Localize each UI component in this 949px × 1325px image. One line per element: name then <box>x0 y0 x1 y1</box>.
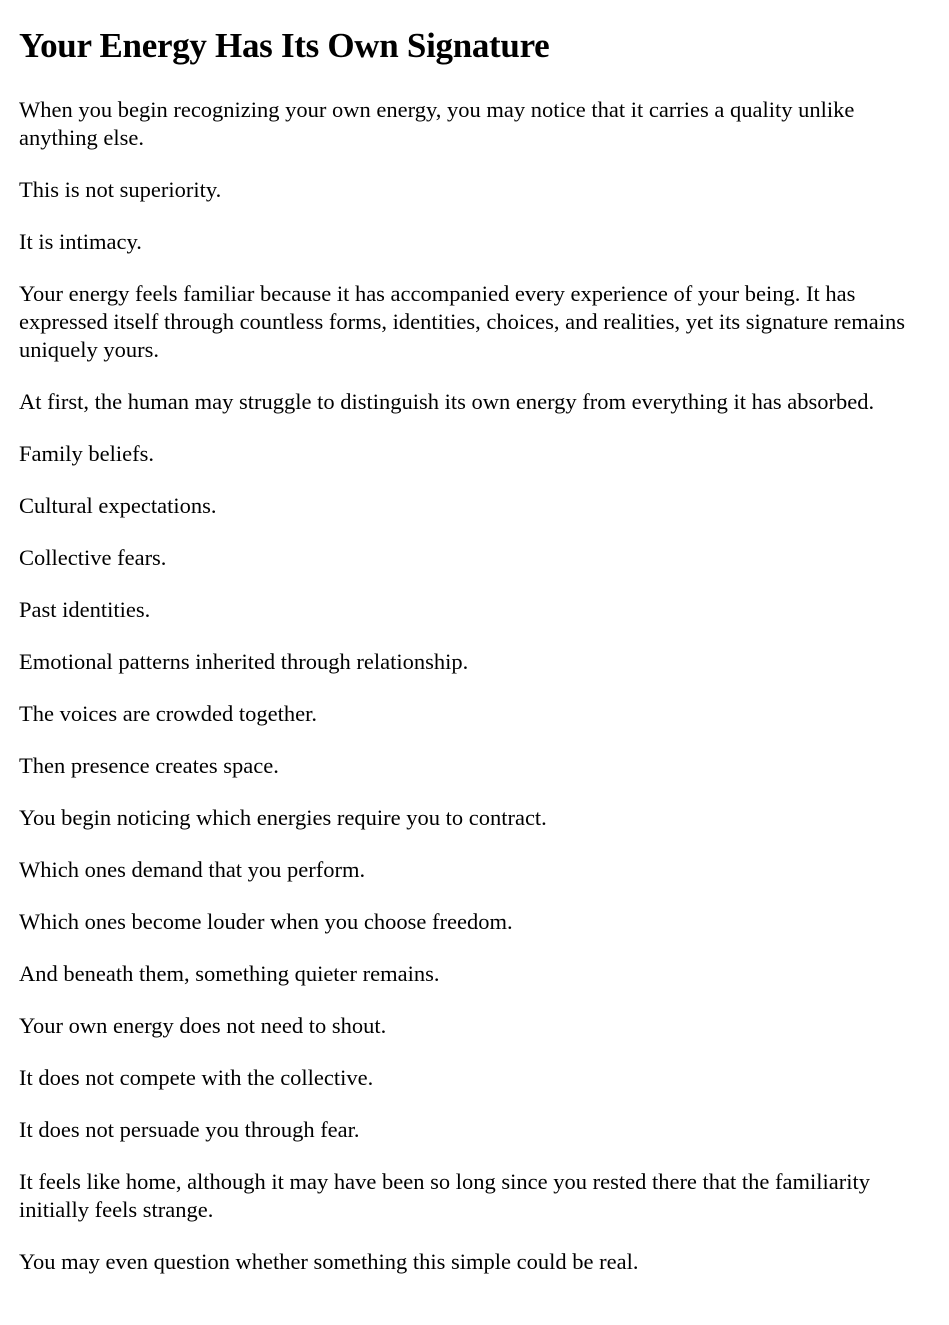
paragraph: Emotional patterns inherited through relationship. <box>19 649 469 674</box>
paragraph: Your energy feels familiar because it has accompanied every experience of your being. It has expressed itself through countless forms, identities, choices, and realities, yet its signature remains uniquely yours. <box>19 281 906 362</box>
paragraph: Collective fears. <box>19 545 167 570</box>
paragraph: You may even question whether something this simple could be real. <box>19 1249 639 1274</box>
paragraph: Past identities. <box>19 597 151 622</box>
paragraph: Which ones demand that you perform. <box>19 857 366 882</box>
document-page <box>0 26 949 1276</box>
paragraph: It is intimacy. <box>19 229 142 254</box>
paragraph: It feels like home, although it may have been so long since you rested there that the familiarity initially feels strange. <box>19 1169 870 1222</box>
paragraph: And beneath them, something quieter remains. <box>19 961 440 986</box>
paragraph: At first, the human may struggle to distinguish its own energy from everything it has absorbed. <box>19 389 875 414</box>
paragraph: This is not superiority. <box>19 177 222 202</box>
paragraph: The voices are crowded together. <box>19 701 317 726</box>
paragraph: Then presence creates space. <box>19 753 279 778</box>
paragraph: It does not persuade you through fear. <box>19 1117 360 1142</box>
paragraph: Your own energy does not need to shout. <box>19 1013 387 1038</box>
paragraph: Family beliefs. <box>19 441 154 466</box>
paragraph: You begin noticing which energies require you to contract. <box>19 805 547 830</box>
article-body <box>19 96 930 1276</box>
paragraph: Cultural expectations. <box>19 493 217 518</box>
paragraph: Which ones become louder when you choose freedom. <box>19 909 513 934</box>
paragraph: When you begin recognizing your own energy, you may notice that it carries a quality unlike anything else. <box>19 97 855 150</box>
page-title: Your Energy Has Its Own Signature <box>19 26 550 65</box>
paragraph: It does not compete with the collective. <box>19 1065 374 1090</box>
